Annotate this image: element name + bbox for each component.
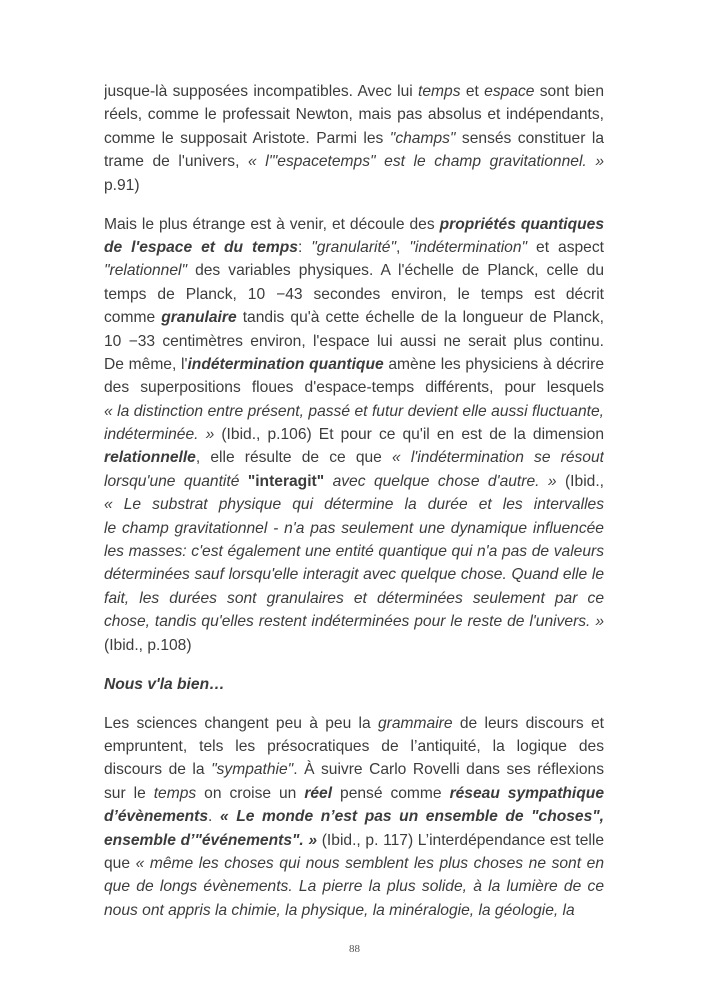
- paragraph: [104, 673, 604, 696]
- text-line: [104, 306, 604, 329]
- text-line: [104, 283, 604, 306]
- text-line: [104, 587, 604, 610]
- text-line: [104, 127, 604, 150]
- text-run: (Ibid., p.108): [104, 636, 192, 654]
- text-line: [104, 400, 604, 423]
- text-run: comme le supposait Aristote. Parmi les: [104, 129, 390, 147]
- text-run: , elle résulte de ce que: [195, 449, 392, 467]
- text-run: des superpositions floues d'espace-temps différents, pour lesquels: [104, 379, 604, 397]
- text-run: que de longs évènements. La pierre la plus solide, à la lumière de ce: [104, 878, 604, 896]
- text-run: et: [460, 83, 485, 100]
- text-line: [104, 805, 604, 828]
- text-run: Les sciences changent peu à peu la: [104, 714, 378, 732]
- text-run: lorsqu'une quantité: [104, 472, 248, 490]
- text-run: chose, tandis qu'elles restent indéterminées pour le reste de l'univers. »: [104, 613, 604, 631]
- text-run: des variables physiques. A l'échelle de Planck, celle du: [187, 262, 604, 280]
- text-run: "granularité": [311, 238, 397, 256]
- text-run: comme: [104, 309, 162, 327]
- text-run: De même, l': [104, 355, 188, 373]
- text-run: ,: [396, 238, 410, 256]
- text-run: .: [208, 808, 220, 826]
- text-line: [104, 517, 604, 540]
- body-text: [104, 80, 604, 938]
- text-run: sur le: [104, 784, 154, 802]
- paragraph: [104, 213, 604, 657]
- text-line: [104, 330, 604, 353]
- text-line: [104, 423, 604, 446]
- text-line: [104, 610, 604, 633]
- text-line: [104, 353, 604, 376]
- text-run: propriétés quantiques: [439, 215, 604, 233]
- text-run: "relationnel": [104, 262, 188, 280]
- text-line: [104, 493, 604, 516]
- text-run: tandis qu'à cette échelle de la longueur de Planck,: [236, 309, 604, 327]
- text-run: discours de la: [104, 761, 212, 779]
- text-run: avec quelque chose d'autre. »: [324, 472, 557, 490]
- text-line: [104, 174, 604, 197]
- text-line: [104, 829, 604, 852]
- text-run: sont bien: [534, 83, 604, 100]
- text-run: . À suivre Carlo Rovelli dans ses réflexions: [293, 761, 604, 779]
- text-line: [104, 470, 604, 493]
- text-run: réel: [304, 784, 333, 802]
- text-run: temps: [418, 83, 461, 100]
- text-run: "sympathie": [211, 761, 294, 779]
- text-run: nous ont appris la chimie, la physique, la minéralogie, la géologie, la: [104, 901, 575, 919]
- text-run: Nous v'la bien…: [104, 675, 225, 693]
- text-run: que: [104, 854, 136, 872]
- text-run: :: [297, 238, 312, 256]
- text-line: [104, 735, 604, 758]
- text-run: « même les choses qui nous semblent les plus choses ne sont en: [135, 854, 604, 872]
- text-run: on croise un: [196, 784, 305, 802]
- text-run: de leurs discours et: [452, 714, 604, 732]
- text-run: sensés constituer la: [455, 129, 604, 147]
- text-run: Mais le plus étrange est à venir, et découle des: [104, 215, 440, 233]
- text-run: et aspect: [527, 238, 604, 256]
- text-run: fait, les durées sont granulaires et déterminées seulement par ce: [104, 589, 604, 607]
- text-run: "indétermination": [409, 238, 528, 256]
- text-line: [104, 758, 604, 781]
- text-run: "interagit": [247, 472, 325, 490]
- text-run: le champ gravitationnel - n'a pas seulement une dynamique influencée: [104, 519, 604, 537]
- text-run: les masses: c'est également une entité quantique qui n'a pas de valeurs: [104, 543, 604, 561]
- text-run: indéterminée. »: [104, 426, 215, 444]
- text-run: « Le monde n’est pas un ensemble de "choses",: [219, 808, 604, 826]
- text-run: « l'indétermination se résout: [392, 449, 604, 467]
- text-line: [104, 634, 604, 657]
- text-run: "champs": [389, 129, 456, 147]
- text-run: relationnelle: [104, 449, 196, 467]
- text-run: espace: [484, 83, 535, 100]
- text-line: [104, 875, 604, 898]
- text-run: (Ibid., p. 117) L’interdépendance est telle: [317, 831, 604, 849]
- text-run: jusque-là supposées incompatibles. Avec lui: [104, 83, 419, 100]
- text-line: [104, 899, 604, 922]
- text-run: « la distinction entre présent, passé et futur devient elle aussi fluctuante,: [104, 402, 604, 420]
- text-run: grammaire: [378, 714, 453, 732]
- text-line: [104, 673, 604, 696]
- text-run: pensé comme: [332, 784, 450, 802]
- text-run: de l'espace et du temps: [104, 238, 298, 256]
- text-run: d’évènements: [104, 808, 209, 826]
- text-run: trame de l'univers,: [104, 153, 249, 171]
- text-line: [104, 259, 604, 282]
- text-run: ensemble d’"événements". »: [104, 831, 318, 849]
- paragraph: [104, 712, 604, 923]
- text-run: réseau sympathique: [449, 784, 604, 802]
- text-run: 10 −33 centimètres environ, l'espace lui aussi ne serait plus continu.: [104, 332, 604, 350]
- text-line: [104, 213, 604, 236]
- text-run: (Ibid., p.106) Et pour ce qu'il en est de la dimension: [214, 426, 604, 444]
- text-line: [104, 852, 604, 875]
- page-number: 88: [349, 943, 360, 955]
- text-run: temps: [153, 784, 197, 802]
- text-run: indétermination quantique: [187, 355, 384, 373]
- text-line: [104, 563, 604, 586]
- text-line: [104, 103, 604, 126]
- text-line: [104, 150, 604, 173]
- text-run: amène les physiciens à décrire: [383, 355, 604, 373]
- paragraph: [104, 80, 604, 197]
- text-run: empruntent, tels les présocratiques de l’antiquité, la logique des: [104, 737, 604, 755]
- text-line: [104, 782, 604, 805]
- text-run: réels, comme le professait Newton, mais pas absolus et indépendants,: [104, 106, 604, 124]
- text-line: [104, 236, 604, 259]
- text-run: « l'"espacetemps" est le champ gravitationnel. »: [248, 153, 604, 171]
- text-run: granulaire: [161, 309, 237, 327]
- text-line: [104, 376, 604, 399]
- text-run: p.91): [104, 176, 140, 194]
- text-line: [104, 712, 604, 735]
- text-line: [104, 80, 604, 103]
- text-line: [104, 540, 604, 563]
- text-line: [104, 446, 604, 469]
- text-run: temps de Planck, 10 −43 secondes environ, le temps est décrit: [104, 285, 604, 303]
- text-run: « Le substrat physique qui détermine la durée et les intervalles: [104, 496, 604, 514]
- text-run: déterminées sauf lorsqu'elle interagit avec quelque chose. Quand elle le: [104, 566, 604, 584]
- text-run: (Ibid.,: [564, 472, 604, 490]
